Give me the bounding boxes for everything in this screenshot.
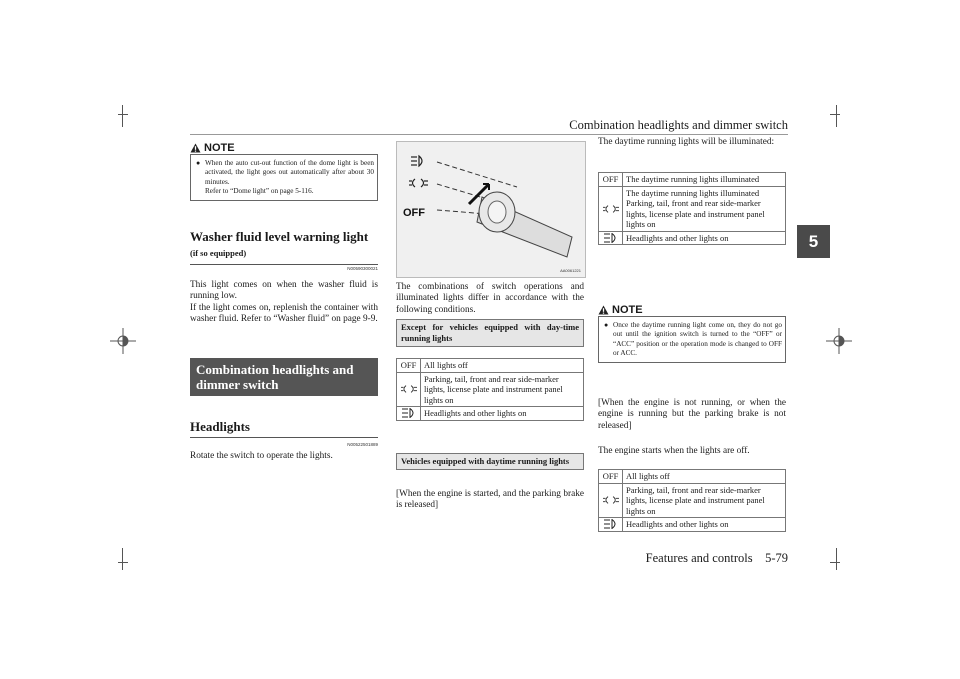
position-off: OFF bbox=[599, 470, 623, 484]
note-block bbox=[190, 142, 378, 201]
crop-mark bbox=[836, 548, 837, 570]
headlight-icon bbox=[401, 408, 417, 418]
middle-intro: The combinations of switch operations and illuminated lights differ in accordance with the following conditions. bbox=[396, 282, 584, 315]
note-box bbox=[598, 316, 786, 363]
bullet-icon: ● bbox=[196, 159, 201, 167]
table-row bbox=[397, 372, 584, 407]
right-intro: The daytime running lights will be illuminated: bbox=[598, 137, 775, 147]
figure-code: AA0061221 bbox=[560, 268, 581, 273]
note-label: NOTE bbox=[190, 142, 378, 154]
switch-diagram bbox=[397, 142, 585, 277]
position-description: The daytime running lights illuminated bbox=[623, 173, 786, 187]
table-row bbox=[599, 173, 786, 187]
crop-mark bbox=[122, 548, 123, 570]
parking-light-icon bbox=[603, 204, 619, 214]
note-item: ● When the auto cut-out function of the dome light is been activated, the light goes out automatically after about 30 minutes. Refer to “Dome light” on page 5-116. bbox=[196, 159, 374, 195]
section-title: Combination headlights and dimmer switch bbox=[569, 118, 788, 132]
table-row bbox=[599, 470, 786, 484]
note-warning-icon bbox=[190, 143, 201, 153]
position-description: All lights off bbox=[623, 470, 786, 484]
position-description: Parking, tail, front and rear side-marker lights, license plate and instrument panel lights on bbox=[623, 483, 786, 518]
note-warning-icon bbox=[598, 305, 609, 315]
header-rule bbox=[190, 134, 788, 135]
lights-table-engine-off bbox=[598, 469, 786, 532]
engine-starts-text: The engine starts when the lights are off. bbox=[598, 446, 750, 456]
crop-mark bbox=[836, 105, 837, 127]
page-number: 5-79 bbox=[765, 551, 788, 565]
position-description: Headlights and other lights on bbox=[623, 231, 786, 245]
daytime-running-bar: Vehicles equipped with daytime running lights bbox=[396, 453, 584, 470]
crop-mark bbox=[122, 105, 123, 127]
headlights-heading: Headlights bbox=[190, 416, 378, 438]
position-description: Parking, tail, front and rear side-marker lights, license plate and instrument panel lights on bbox=[421, 372, 584, 407]
table-row bbox=[599, 518, 786, 532]
position-description: Headlights and other lights on bbox=[421, 407, 584, 421]
parking-light-icon bbox=[401, 384, 417, 394]
table-row bbox=[599, 186, 786, 231]
crop-mark bbox=[830, 562, 840, 563]
position-off: OFF bbox=[599, 173, 623, 187]
crop-mark bbox=[118, 562, 128, 563]
combination-heading: Combination headlights and dimmer switch bbox=[190, 358, 378, 396]
parking-light-icon bbox=[603, 495, 619, 505]
note-label: NOTE bbox=[598, 304, 786, 316]
lights-table-standard bbox=[396, 358, 584, 421]
crop-mark bbox=[830, 114, 840, 115]
table-row bbox=[397, 359, 584, 373]
table-row bbox=[397, 407, 584, 421]
chapter-tab: 5 bbox=[797, 225, 830, 258]
position-description: All lights off bbox=[421, 359, 584, 373]
middle-condition: [When the engine is started, and the parking brake is released] bbox=[396, 489, 584, 511]
headlight-icon bbox=[603, 519, 619, 529]
right-condition: [When the engine is not running, or when the engine is running but the parking brake is not released] bbox=[598, 398, 786, 431]
headlight-icon bbox=[603, 233, 619, 243]
section-code: N00590300021 bbox=[347, 266, 378, 271]
washer-heading: Washer fluid level warning light (if so equipped) bbox=[190, 226, 378, 265]
table-row bbox=[599, 231, 786, 245]
position-description: The daytime running lights illuminated Parking, tail, front and rear side-marker lights, license plate and instrument panel lights on bbox=[623, 186, 786, 231]
table-row bbox=[599, 483, 786, 518]
off-label: OFF bbox=[403, 207, 425, 219]
except-daytime-bar: Except for vehicles equipped with day-time running lights bbox=[396, 319, 584, 347]
headlights-text: Rotate the switch to operate the lights. bbox=[190, 451, 333, 461]
section-code: N00522501889 bbox=[347, 442, 378, 447]
note-item: ● Once the daytime running light come on, they do not go out until the ignition switch is turned to the “OFF” or “ACC” position or the operation mode is changed to OFF or ACC. bbox=[604, 321, 782, 357]
bullet-icon: ● bbox=[604, 321, 609, 329]
switch-illustration bbox=[396, 141, 586, 278]
page-footer bbox=[560, 551, 788, 566]
lights-table-daytime bbox=[598, 172, 786, 245]
washer-text: This light comes on when the washer fluid is running low. If the light comes on, replenish the container with washer fluid. Refer to “Washer fluid” on page 9-9. bbox=[190, 280, 378, 325]
note-box bbox=[190, 154, 378, 201]
crop-mark bbox=[118, 114, 128, 115]
footer-label: Features and controls bbox=[645, 551, 753, 565]
note-block bbox=[598, 304, 786, 363]
position-description: Headlights and other lights on bbox=[623, 518, 786, 532]
position-off: OFF bbox=[397, 359, 421, 373]
registration-mark bbox=[110, 328, 136, 354]
registration-mark bbox=[826, 328, 852, 354]
